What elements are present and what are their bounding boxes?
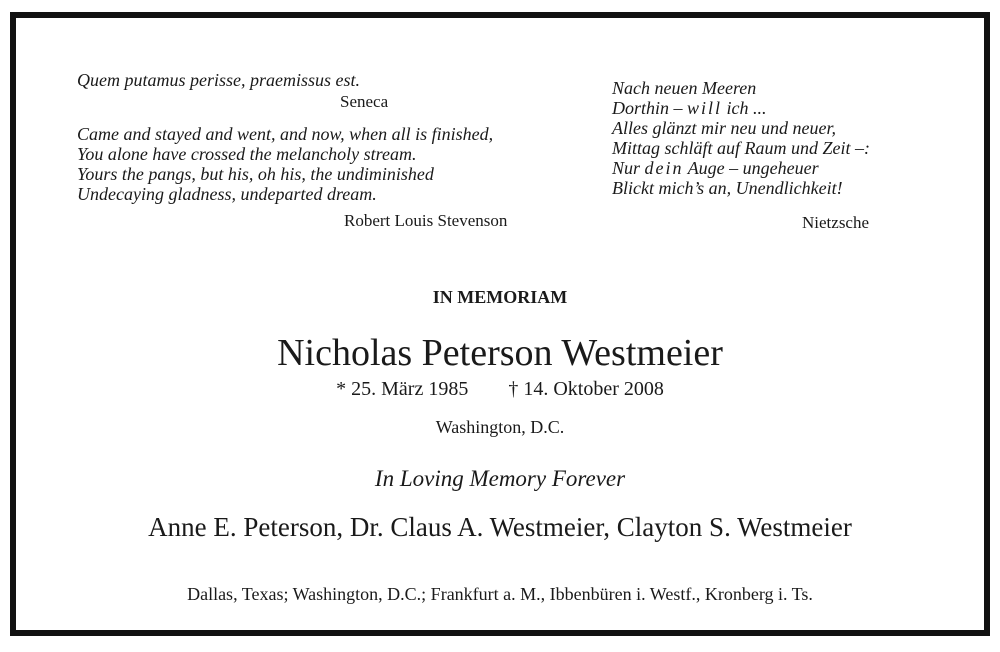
seneca-quote bbox=[77, 70, 360, 90]
nietzsche-poem bbox=[612, 78, 870, 198]
death-date: † 14. Oktober 2008 bbox=[508, 378, 664, 400]
tribute-line: In Loving Memory Forever bbox=[374, 466, 626, 491]
seneca-attribution: Seneca bbox=[340, 92, 389, 111]
poem-line: Mittag schläft auf Raum und Zeit –: bbox=[612, 138, 870, 158]
life-dates bbox=[0, 378, 1000, 401]
quote-line: Undecaying gladness, undeparted dream. bbox=[77, 184, 377, 204]
emphasized-word: dein bbox=[644, 158, 684, 178]
deceased-name: Nicholas Peterson Westmeier bbox=[277, 332, 723, 374]
poem-text: Dorthin – bbox=[612, 98, 688, 118]
quote-line: Came and stayed and went, and now, when all is finished, bbox=[77, 124, 494, 144]
poem-line: Blickt mich’s an, Unendlichkeit! bbox=[612, 178, 843, 198]
family-names: Anne E. Peterson, Dr. Claus A. Westmeier, Clayton S. Westmeier bbox=[148, 512, 852, 542]
memoriam-heading: IN MEMORIAM bbox=[432, 287, 568, 307]
birth-date: * 25. März 1985 bbox=[336, 378, 469, 400]
poem-text: Nur bbox=[612, 158, 645, 178]
place-of-death: Washington, D.C. bbox=[435, 417, 565, 437]
emphasized-word: will bbox=[687, 98, 723, 118]
stevenson-attribution: Robert Louis Stevenson bbox=[344, 211, 508, 230]
quote-line: Yours the pangs, but his, oh his, the undiminished bbox=[77, 164, 434, 184]
family-locations: Dallas, Texas; Washington, D.C.; Frankfurt a. M., Ibbenbüren i. Westf., Kronberg i. Ts. bbox=[187, 584, 813, 604]
quote-line: Quem putamus perisse, praemissus est. bbox=[77, 70, 360, 90]
poem-line bbox=[612, 158, 870, 178]
nietzsche-attribution: Nietzsche bbox=[802, 213, 870, 232]
poem-text: ich ... bbox=[722, 98, 767, 118]
stevenson-quote bbox=[77, 124, 493, 204]
quote-line: You alone have crossed the melancholy stream. bbox=[77, 144, 417, 164]
poem-line: Nach neuen Meeren bbox=[612, 78, 757, 98]
poem-line bbox=[612, 98, 870, 118]
poem-line: Alles glänzt mir neu und neuer, bbox=[612, 118, 836, 138]
poem-text: Auge – ungeheuer bbox=[683, 158, 819, 178]
